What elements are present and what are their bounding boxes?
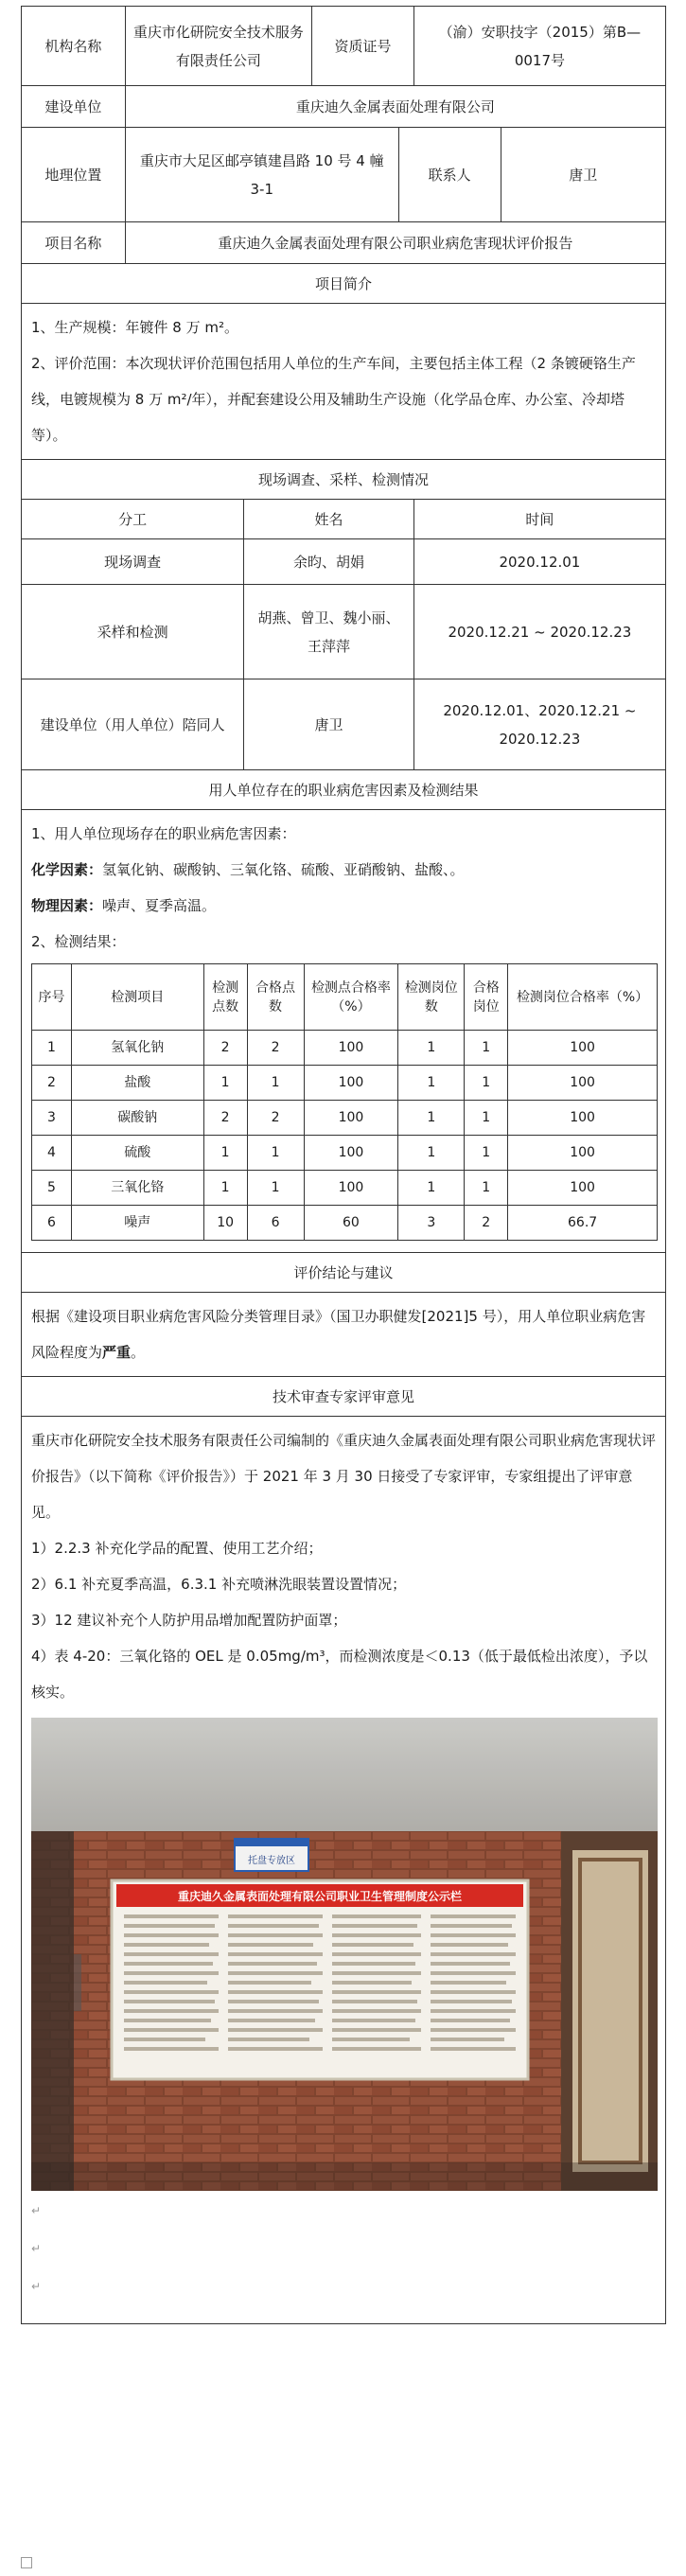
conclusion-text-pre: 根据《建设项目职业病危害风险分类管理目录》（国卫办职健发[2021]5 号），用人单位职业病危害风险程度为 [31, 1308, 646, 1361]
review-body [22, 1417, 665, 2323]
results-cell: 5 [32, 1171, 72, 1206]
project-row [22, 222, 665, 264]
survey-time: 2020.12.21 ~ 2020.12.23 [448, 623, 632, 641]
results-cell: 硫酸 [71, 1136, 203, 1171]
trailing-paragraph-marks [31, 2195, 656, 2318]
review-item: 4）表 4-20：三氧化铬的 OEL 是 0.05mg/m³，而检测浓度是＜0.13（低于最低检出浓度），予以核实。 [31, 1648, 648, 1701]
paragraph-mark: ↵ [31, 2280, 42, 2293]
results-cell: 1 [398, 1101, 465, 1136]
results-cell: 6 [247, 1206, 304, 1241]
address-label: 地理位置 [22, 128, 126, 221]
conclusion-text-post: 。 [131, 1344, 146, 1361]
results-cell: 1 [32, 1031, 72, 1066]
results-table [31, 963, 658, 1241]
results-cell: 60 [304, 1206, 398, 1241]
survey-header-role: 分工 [22, 500, 244, 538]
results-cell: 氢氧化钠 [71, 1031, 203, 1066]
hazards-body-row [22, 810, 665, 1253]
address-value: 重庆市大足区邮亭镇建昌路 10 号 4 幢 3-1 [126, 128, 399, 221]
project-label: 项目名称 [22, 222, 126, 263]
results-cell: 2 [465, 1206, 508, 1241]
results-cell: 盐酸 [71, 1066, 203, 1101]
results-cell: 6 [32, 1206, 72, 1241]
review-body-row [22, 1417, 665, 2323]
results-header-cell: 序号 [32, 964, 72, 1031]
results-cell: 1 [203, 1171, 247, 1206]
results-row [32, 1206, 658, 1241]
results-row [32, 1031, 658, 1066]
survey-row [22, 585, 665, 679]
results-cell: 1 [465, 1031, 508, 1066]
results-cell: 1 [465, 1101, 508, 1136]
results-body [32, 1031, 658, 1241]
physical-factors [31, 888, 656, 924]
org-label: 机构名称 [22, 7, 126, 85]
review-item: 3）12 建议补充个人防护用品增加配置防护面罩； [31, 1612, 347, 1629]
results-cell: 1 [398, 1031, 465, 1066]
physical-value: 噪声、夏季高温。 [102, 897, 217, 914]
conclusion-title: 评价结论与建议 [293, 1264, 394, 1281]
physical-label: 物理因素： [31, 897, 103, 914]
hazards-line-2: 2、检测结果： [31, 933, 126, 950]
review-title: 技术审查专家评审意见 [272, 1388, 414, 1405]
qualification-label: 资质证号 [312, 7, 414, 85]
results-cell: 2 [203, 1101, 247, 1136]
review-intro: 重庆市化研院安全技术服务有限责任公司编制的《重庆迪久金属表面处理有限公司职业病危害现状评价报告》（以下简称《评价报告》）于 2021 年 3 月 30 日接受了专家评审，专家组提出了评审意见。 [31, 1432, 657, 1521]
survey-row [22, 679, 665, 770]
results-cell: 1 [247, 1171, 304, 1206]
survey-role: 采样和检测 [22, 585, 244, 679]
survey-role: 现场调查 [22, 539, 244, 584]
results-cell: 100 [508, 1171, 658, 1206]
results-header-cell: 检测岗位合格率（%） [508, 964, 658, 1031]
results-cell: 4 [32, 1136, 72, 1171]
address-row [22, 128, 665, 222]
results-cell: 66.7 [508, 1206, 658, 1241]
results-cell: 100 [508, 1031, 658, 1066]
paragraph-mark: ↵ [31, 2242, 42, 2255]
results-cell: 2 [247, 1031, 304, 1066]
results-cell: 100 [304, 1136, 398, 1171]
results-cell: 3 [32, 1101, 72, 1136]
contact-value: 唐卫 [569, 166, 598, 184]
review-item: 2）6.1 补充夏季高温，6.3.1 补充喷淋洗眼装置设置情况； [31, 1576, 407, 1593]
evaluation-report-table [21, 6, 666, 2324]
org-value [126, 7, 312, 85]
survey-names: 胡燕、曾卫、魏小丽、王萍萍 [244, 585, 413, 679]
hazards-body [22, 810, 665, 1252]
results-row [32, 1066, 658, 1101]
results-header-cell: 合格点数 [247, 964, 304, 1031]
results-cell: 2 [247, 1101, 304, 1136]
survey-header-name: 姓名 [244, 500, 413, 538]
intro-body-row [22, 304, 665, 460]
survey-header-row [22, 500, 665, 539]
results-cell: 2 [203, 1031, 247, 1066]
conclusion-text [31, 1298, 656, 1370]
review-item: 1）2.2.3 补充化学品的配置、使用工艺介绍； [31, 1540, 323, 1557]
conclusion-body-row [22, 1293, 665, 1377]
hazards-title: 用人单位存在的职业病危害因素及检测结果 [208, 782, 479, 799]
results-cell: 碳酸钠 [71, 1101, 203, 1136]
org-row [22, 7, 665, 86]
survey-row [22, 539, 665, 585]
results-header-row [32, 964, 658, 1031]
results-header-cell: 检测岗位数 [398, 964, 465, 1031]
hazards-title-row [22, 770, 665, 810]
chemical-factors [31, 852, 656, 888]
results-cell: 1 [465, 1136, 508, 1171]
survey-title: 现场调查、采样、检测情况 [257, 471, 429, 488]
site-photo-image [31, 1718, 658, 2191]
results-cell: 100 [304, 1066, 398, 1101]
results-cell: 100 [304, 1101, 398, 1136]
results-header-cell: 检测点数 [203, 964, 247, 1031]
end-of-cell-marker [21, 2557, 32, 2568]
small-sign-text: 托盘专放区 [248, 1856, 295, 1866]
contact-label: 联系人 [399, 128, 501, 221]
paragraph-mark: ↵ [31, 2204, 42, 2217]
results-cell: 1 [398, 1171, 465, 1206]
results-cell: 1 [203, 1136, 247, 1171]
results-cell: 2 [32, 1066, 72, 1101]
review-title-row [22, 1377, 665, 1417]
intro-line-2: 2、评价范围：本次现状评价范围包括用人单位的生产车间，主要包括主体工程（2 条镀硬铬生产线，电镀规模为 8 万 m²/年），并配套建设公用及辅助生产设施（化学品仓库、办公室、冷却塔等）。 [31, 355, 636, 444]
results-cell: 3 [398, 1206, 465, 1241]
results-cell: 三氧化铬 [71, 1171, 203, 1206]
survey-title-row [22, 460, 665, 500]
results-header-cell: 检测项目 [71, 964, 203, 1031]
results-cell: 噪声 [71, 1206, 203, 1241]
survey-time: 2020.12.01、2020.12.21 ~ 2020.12.23 [443, 701, 637, 748]
client-row [22, 86, 665, 128]
results-cell: 1 [465, 1171, 508, 1206]
results-cell: 100 [508, 1066, 658, 1101]
results-cell: 1 [465, 1066, 508, 1101]
conclusion-title-row [22, 1253, 665, 1293]
results-cell: 100 [304, 1031, 398, 1066]
results-row [32, 1171, 658, 1206]
risk-level: 严重 [102, 1344, 132, 1361]
results-header-cell: 合格岗位 [465, 964, 508, 1031]
conclusion-body [22, 1293, 665, 1376]
results-cell: 100 [508, 1101, 658, 1136]
results-header-cell: 检测点合格率（%） [304, 964, 398, 1031]
results-row [32, 1136, 658, 1171]
intro-line-1: 1、生产规模：年镀件 8 万 m²。 [31, 319, 239, 336]
results-cell: 100 [304, 1171, 398, 1206]
results-cell: 100 [508, 1136, 658, 1171]
site-photo [31, 1718, 658, 2191]
survey-time: 2020.12.01 [499, 553, 581, 571]
results-row [32, 1101, 658, 1136]
intro-body [22, 304, 665, 459]
results-cell: 10 [203, 1206, 247, 1241]
org-value-text: 重庆市化研院安全技术服务有限责任公司 [132, 23, 304, 69]
results-cell: 1 [247, 1136, 304, 1171]
chemical-value: 氢氧化钠、碳酸钠、三氧化铬、硫酸、亚硝酸钠、盐酸、。 [102, 861, 465, 878]
board-title-text: 重庆迪久金属表面处理有限公司职业卫生管理制度公示栏 [177, 1890, 463, 1903]
client-value: 重庆迪久金属表面处理有限公司 [295, 97, 495, 115]
intro-title-row [22, 264, 665, 304]
survey-header-time: 时间 [525, 510, 554, 528]
project-value: 重庆迪久金属表面处理有限公司职业病危害现状评价报告 [218, 234, 573, 252]
results-cell: 1 [247, 1066, 304, 1101]
survey-names: 余昀、胡娟 [244, 539, 413, 584]
results-cell: 1 [398, 1136, 465, 1171]
hazards-line-1: 1、用人单位现场存在的职业病危害因素： [31, 825, 296, 842]
results-cell: 1 [398, 1066, 465, 1101]
chemical-label: 化学因素： [31, 861, 103, 878]
qualification-value: （渝）安职技字（2015）第B—0017号 [438, 23, 642, 69]
survey-role: 建设单位（用人单位）陪同人 [22, 679, 244, 769]
intro-title: 项目简介 [314, 275, 372, 292]
client-label: 建设单位 [22, 86, 126, 127]
survey-names: 唐卫 [244, 679, 413, 769]
results-cell: 1 [203, 1066, 247, 1101]
